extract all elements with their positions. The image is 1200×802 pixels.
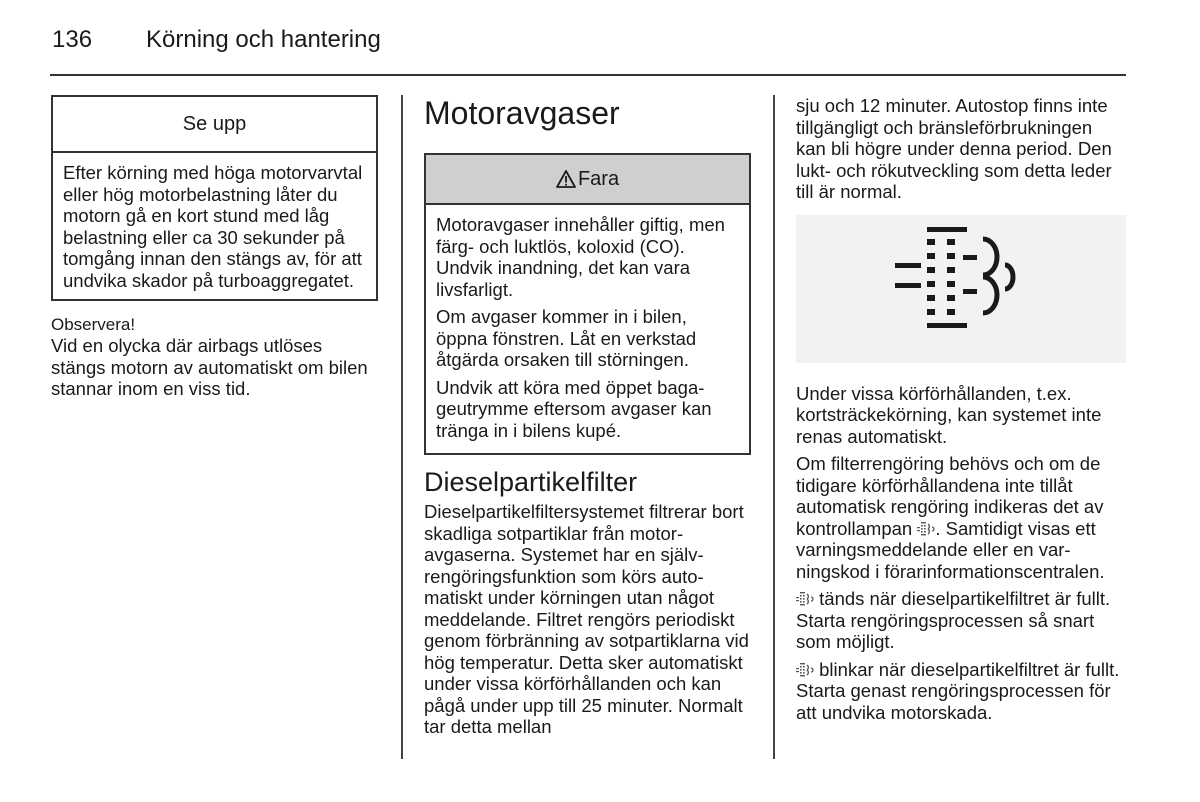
caution-box — [51, 95, 378, 301]
diesel-particulate-filter-icon — [891, 225, 1041, 353]
note-title: Observera! — [51, 315, 136, 334]
heading-dieselpartikelfilter: Dieselpartikelfilter — [424, 467, 638, 497]
warning-triangle-icon — [556, 170, 576, 188]
danger-paragraph: Om avgaser kommer in i bilen, öppna fönstren. Låt en verkstad åtgärda orsaken till störningen. — [436, 306, 697, 370]
dpf-inline-icon — [796, 663, 814, 677]
column-middle — [424, 95, 751, 738]
dpf-inline-icon — [917, 522, 935, 536]
header-rule — [50, 74, 1126, 76]
caution-box-text: Efter körning med höga motorvarvtal eller hög motorbelastning låter du motorn gå en kort stund med låg belastning eller ca 30 sekunder på tomgång innan den stängs av, för att undvika skador på turboaggregatet. — [63, 162, 363, 291]
paragraph: Om filterrengöring behövs och om de tidigare körförhållandena inte tillåt automatisk rengöring indikeras det av kontrollampan . Samtidigt visas ett varningsmeddelande eller en varningskod i förarinformationscentralen. — [796, 453, 1105, 582]
dpf-figure — [796, 215, 1126, 363]
danger-box-title: Fara — [577, 167, 620, 190]
danger-paragraph: Undvik att köra med öppet bagageutrymme eftersom avgaser kan tränga in i bilens kupé. — [436, 376, 712, 441]
dpf-paragraph: Dieselpartikelfiltersystemet filtrerar bort skadliga sotpartiklar från motoravgaserna. Systemet har en självrengöringsfunktion som körs automatiskt under körningen utan något meddelande. Filtret rengörs periodiskt genom förbränning av sotpartiklarna vid hög temperatur. Detta sker automatiskt under vissa körförhållanden och kan pågå under upp till 25 minuter. Normalt tar detta mellan — [424, 501, 749, 737]
heading-motoravgaser: Motoravgaser — [424, 95, 620, 131]
paragraph: blinkar när dieselpartikelfiltret är fullt. Starta genast rengöringsprocessen för att undvika motorskada. — [796, 658, 1120, 723]
danger-box — [424, 153, 751, 455]
column-right — [796, 95, 1126, 729]
dpf-inline-icon — [796, 592, 814, 606]
page-number: 136 — [52, 26, 93, 53]
section-title: Körning och hantering — [146, 26, 381, 53]
paragraph: Under vissa körförhållanden, t.ex. kortsträckekörning, kan systemet inte renas automatiskt. — [796, 382, 1102, 447]
paragraph-continued: sju och 12 minuter. Autostop finns inte tillgängligt och bränsleförbrukningen kan bli högre under denna period. Den lukt- och rökutveckling som detta leder till är normal. — [796, 95, 1112, 202]
column-divider — [401, 95, 403, 759]
note-text: Vid en olycka där airbags utlöses stängs motorn av automatiskt om bilen stannar inom en viss tid. — [51, 335, 368, 399]
danger-box-header — [426, 155, 749, 205]
caution-box-title: Se upp — [53, 97, 376, 153]
paragraph: tänds när dieselpartikelfiltret är fullt. Starta rengöringsprocessen så snart som möjligt. — [796, 588, 1111, 652]
danger-paragraph: Motoravgaser innehåller giftig, men färg- och luktlös, koloxid (CO). Undvik inandning, det kan vara livsfarligt. — [436, 214, 725, 300]
column-divider — [773, 95, 775, 759]
column-left — [51, 95, 378, 400]
